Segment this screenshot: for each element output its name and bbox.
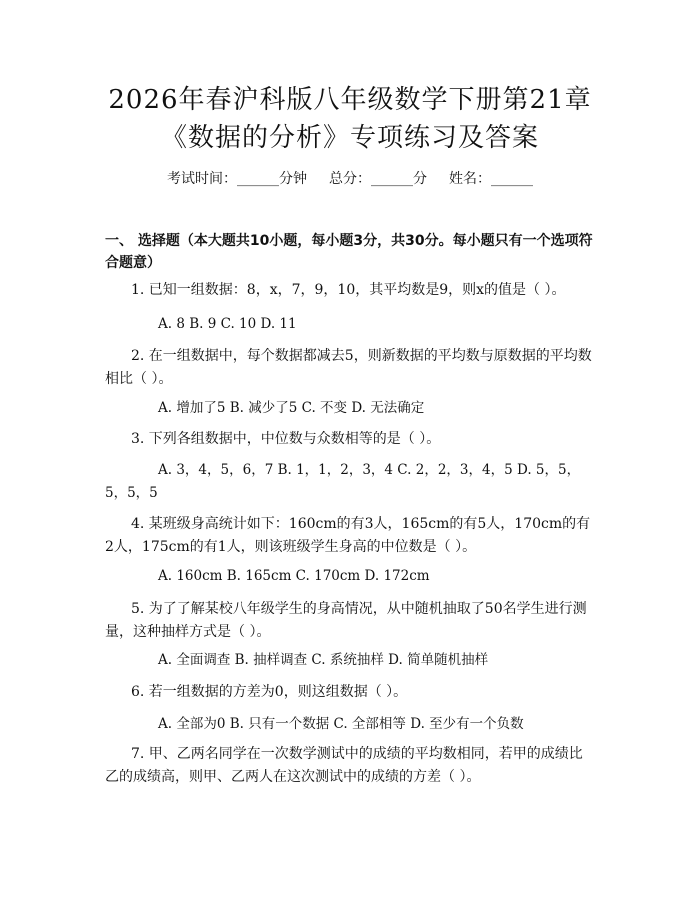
student-name-field: 姓名：______ bbox=[449, 171, 533, 187]
question-3-options: A. 3，4，5，6，7 B. 1，1，2，3，4 C. 2，2，3，4，5 D. 5，5，5，5，5 bbox=[105, 462, 581, 501]
question-1-stem: 1. 已知一组数据：8，x，7，9，10，其平均数是9，则x的值是（ ）。 bbox=[131, 282, 566, 298]
total-score-field: 总分：______分 bbox=[329, 171, 427, 187]
exam-info bbox=[0, 168, 700, 188]
question-2-options: A. 增加了5 B. 减少了5 C. 不变 D. 无法确定 bbox=[158, 400, 425, 416]
question-4-stem: 4. 某班级身高统计如下：160cm的有3人，165cm的有5人，170cm的有2人，175cm的有1人，则该班级学生身高的中位数是（ ）。 bbox=[105, 516, 591, 555]
question-5-stem: 5. 为了了解某校八年级学生的身高情况，从中随机抽取了50名学生进行测量，这种抽样方式是（ ）。 bbox=[105, 601, 587, 640]
question-1-options: A. 8 B. 9 C. 10 D. 11 bbox=[158, 316, 297, 332]
document-title-line-1: 2026年春沪科版八年级数学下册第21章 bbox=[108, 85, 592, 115]
question-6-stem: 6. 若一组数据的方差为0，则这组数据（ ）。 bbox=[131, 684, 408, 700]
document-title-line-2: 《数据的分析》专项练习及答案 bbox=[160, 123, 539, 153]
section-header: 一、 选择题（本大题共10小题，每小题3分，共30分。每小题只有一个选项符合题意） bbox=[105, 233, 593, 271]
question-6-options: A. 全部为0 B. 只有一个数据 C. 全部相等 D. 至少有一个负数 bbox=[158, 716, 524, 732]
exam-time-field: 考试时间：______分钟 bbox=[167, 171, 307, 187]
question-7-stem: 7. 甲、乙两名同学在一次数学测试中的成绩的平均数相同，若甲的成绩比乙的成绩高，则甲、乙两人在这次测试中的成绩的方差（ ）。 bbox=[105, 746, 583, 785]
question-3-stem: 3. 下列各组数据中，中位数与众数相等的是（ ）。 bbox=[131, 431, 441, 447]
question-5-options: A. 全面调查 B. 抽样调查 C. 系统抽样 D. 简单随机抽样 bbox=[158, 652, 489, 668]
question-2-stem: 2. 在一组数据中，每个数据都减去5，则新数据的平均数与原数据的平均数相比（ ）。 bbox=[105, 348, 592, 387]
question-4-options: A. 160cm B. 165cm C. 170cm D. 172cm bbox=[158, 568, 430, 584]
